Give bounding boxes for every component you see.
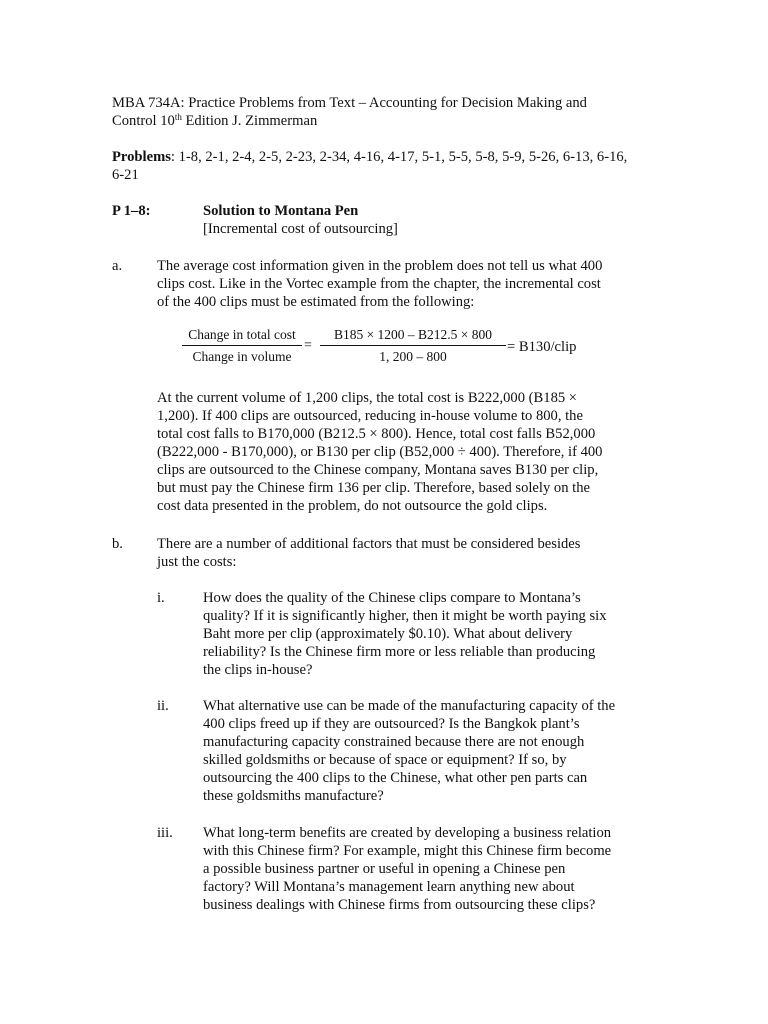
- part-a-body-line: but must pay the Chinese firm 136 per clip. Therefore, based solely on the: [157, 480, 590, 496]
- item-iii-line: business dealings with Chinese firms from outsourcing these clips?: [203, 897, 596, 913]
- item-i-line: the clips in-house?: [203, 662, 313, 678]
- item-iii-line: with this Chinese firm? For example, might this Chinese firm become: [203, 843, 612, 859]
- item-ii-line: 400 clips freed up if they are outsourced? Is the Bangkok plant’s: [203, 716, 580, 732]
- problem-subtitle: [Incremental cost of outsourcing]: [203, 221, 398, 237]
- part-b-intro-line: just the costs:: [157, 554, 237, 570]
- item-i-line: quality? If it is significantly higher, then it might be worth paying six: [203, 608, 607, 624]
- part-b-marker: b.: [112, 536, 123, 552]
- part-a-body-line: clips are outsourced to the Chinese company, Montana saves B130 per clip,: [157, 462, 599, 478]
- part-a-intro-line: clips cost. Like in the Vortec example from the chapter, the incremental cost: [157, 276, 601, 292]
- item-ii-line: outsourcing the 400 clips to the Chinese, what other pen parts can: [203, 770, 588, 786]
- part-a-body-line: cost data presented in the problem, do not outsource the gold clips.: [157, 498, 548, 514]
- item-iii-line: a possible business partner or useful in opening a Chinese pen: [203, 861, 566, 877]
- formula-lhs-denominator: Change in volume: [192, 349, 292, 364]
- item-ii-line: skilled goldsmiths or because of space or equipment? If so, by: [203, 752, 567, 768]
- item-i-line: How does the quality of the Chinese clips compare to Montana’s: [203, 590, 581, 606]
- part-a-body-line: total cost falls to B170,000 (B212.5 × 800). Hence, total cost falls B52,000: [157, 426, 596, 442]
- formula-lhs-numerator: Change in total cost: [188, 327, 296, 342]
- formula-lhs-fraction: [182, 327, 302, 365]
- item-i-marker: i.: [157, 590, 165, 606]
- problems-label: Problems: [112, 149, 171, 165]
- formula-rhs-fraction: [320, 327, 506, 365]
- problems-list-line-1: Problems: 1-8, 2-1, 2-4, 2-5, 2-23, 2-34, 4-16, 4-17, 5-1, 5-5, 5-8, 5-9, 5-26, 6-13, 6-16,: [112, 149, 628, 165]
- part-a-body-line: 1,200). If 400 clips are outsourced, reducing in-house volume to 800, the: [157, 408, 583, 424]
- item-ii-line: What alternative use can be made of the manufacturing capacity of the: [203, 698, 616, 714]
- part-a-body-line: At the current volume of 1,200 clips, the total cost is B222,000 (B185 ×: [157, 390, 578, 406]
- problem-id: P 1–8:: [112, 203, 151, 219]
- problem-title: Solution to Montana Pen: [203, 203, 359, 219]
- formula-rhs-denominator: 1, 200 – 800: [379, 349, 447, 364]
- item-iii-line: factory? Will Montana’s management learn anything new about: [203, 879, 575, 895]
- formula-rhs-numerator: B185 × 1200 – B212.5 × 800: [333, 327, 493, 342]
- part-a-intro-line: The average cost information given in the problem does not tell us what 400: [157, 258, 603, 274]
- formula-equals: =: [304, 338, 312, 353]
- item-i-line: Baht more per clip (approximately $0.10). What about delivery: [203, 626, 573, 642]
- item-i-line: reliability? Is the Chinese firm more or less reliable than producing: [203, 644, 596, 660]
- document-title-line-2: Control 10th Edition J. Zimmerman: [112, 112, 318, 129]
- part-a-body-line: (B222,000 - B170,000), or B130 per clip (B52,000 ÷ 400). Therefore, if 400: [157, 444, 603, 460]
- part-b-intro-line: There are a number of additional factors that must be considered besides: [157, 536, 581, 552]
- item-iii-line: What long-term benefits are created by developing a business relation: [203, 825, 612, 841]
- item-ii-marker: ii.: [157, 698, 169, 714]
- item-ii-line: these goldsmiths manufacture?: [203, 788, 384, 804]
- part-a-intro-line: of the 400 clips must be estimated from the following:: [157, 294, 475, 310]
- formula-result: = B130/clip: [507, 339, 577, 355]
- item-ii-line: manufacturing capacity constrained because there are not enough: [203, 734, 585, 750]
- part-a-marker: a.: [112, 258, 123, 274]
- item-iii-marker: iii.: [157, 825, 173, 841]
- document-title-line-1: MBA 734A: Practice Problems from Text – Accounting for Decision Making and: [112, 95, 587, 111]
- problems-list-line-2: 6-21: [112, 167, 139, 183]
